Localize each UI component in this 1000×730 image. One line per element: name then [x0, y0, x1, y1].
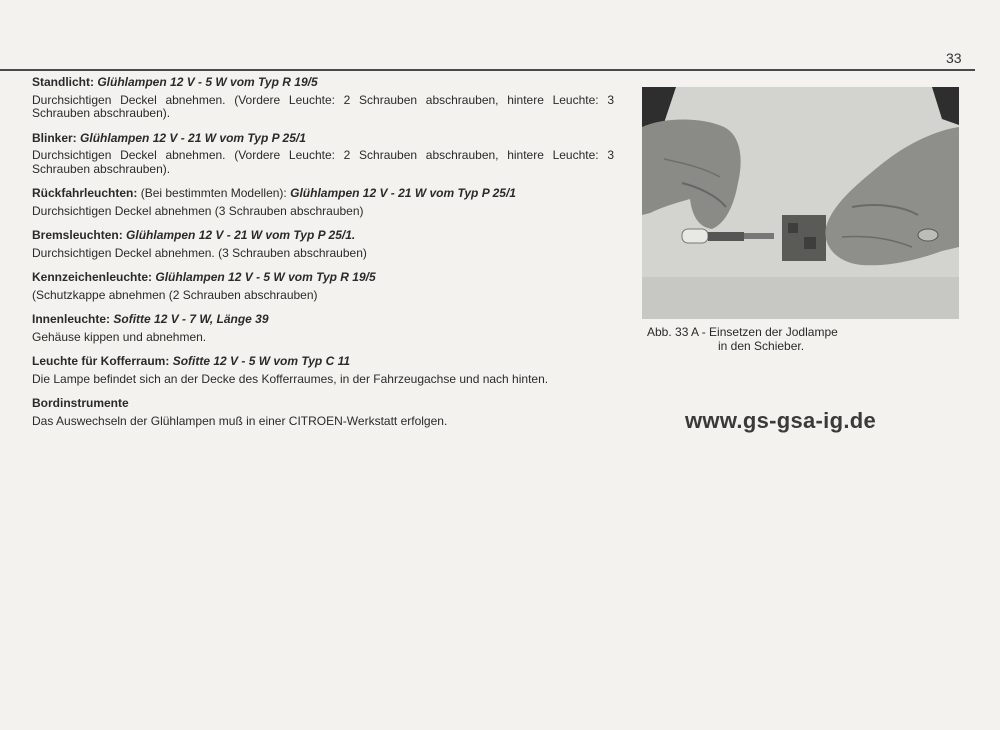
section-body: Durchsichtigen Deckel abnehmen. (Vordere Leuchte: 2 Schrauben abschrauben, hintere Leuchte: 3 Schrauben abschrauben). [32, 92, 614, 120]
section-body: Durchsichtigen Deckel abnehmen (3 Schrauben abschrauben) [32, 203, 364, 218]
top-rule [0, 69, 975, 71]
section-kofferraum [32, 355, 614, 386]
section-kennzeichenleuchte [32, 271, 614, 302]
section-body: Die Lampe befindet sich an der Decke des Kofferraumes, in der Fahrzeugachse und nach hinten. [32, 371, 549, 386]
section-title: Rückfahrleuchten: [32, 186, 138, 200]
section-title: Blinker: [32, 130, 77, 145]
section-title: Standlicht: [32, 75, 94, 89]
section-body: Das Auswechseln der Glühlampen muß in einer CITROEN-Werkstatt erfolgen. [32, 413, 448, 428]
section-body: Durchsichtigen Deckel abnehmen. (Vordere Leuchte: 2 Schrauben abschrauben, hintere Leuchte: 3 Schrauben abschrauben). [32, 148, 614, 176]
section-spec: Glühlampen 12 V - 5 W vom Typ R 19/5 [97, 75, 318, 89]
section-heading [32, 187, 614, 201]
section-heading [32, 397, 614, 411]
figure-caption [647, 325, 907, 353]
section-innenleuchte [32, 313, 614, 344]
section-spec: Glühlampen 12 V - 21 W vom Typ P 25/1 [80, 130, 306, 145]
section-standlicht [32, 76, 614, 121]
section-heading [32, 229, 614, 243]
section-heading [32, 355, 614, 369]
section-spec: Glühlampen 12 V - 21 W vom Typ P 25/1 [290, 186, 516, 200]
section-blinker [32, 132, 614, 177]
section-title: Leuchte für Kofferraum: [32, 354, 170, 368]
section-bordinstrumente [32, 397, 614, 428]
section-note: (Bei bestimmten Modellen): [140, 186, 287, 200]
section-bremsleuchten [32, 229, 614, 260]
hands-inserting-lamp-illustration [642, 87, 959, 319]
section-spec: Sofitte 12 V - 5 W vom Typ C 11 [172, 354, 351, 368]
section-heading [32, 76, 614, 90]
section-spec: Sofitte 12 V - 7 W, Länge 39 [113, 312, 269, 326]
page-number: 33 [946, 50, 962, 66]
section-heading [32, 271, 614, 285]
caption-line-2: in den Schieber. [718, 339, 805, 353]
section-rueckfahrleuchten [32, 187, 614, 218]
section-heading [32, 313, 614, 327]
section-heading [32, 132, 614, 146]
section-body: Durchsichtigen Deckel abnehmen. (3 Schrauben abschrauben) [32, 245, 367, 260]
section-title: Kennzeichenleuchte: [32, 270, 153, 284]
caption-line-1: Abb. 33 A - Einsetzen der Jodlampe [647, 325, 838, 339]
section-title: Innenleuchte: [32, 312, 111, 326]
figure-photo [642, 87, 959, 319]
section-spec: Glühlampen 12 V - 5 W vom Typ R 19/5 [155, 270, 376, 284]
watermark-url: www.gs-gsa-ig.de [685, 408, 877, 433]
section-body: Gehäuse kippen und abnehmen. [32, 329, 207, 344]
section-spec: Glühlampen 12 V - 21 W vom Typ P 25/1. [126, 228, 356, 242]
bulb-list [32, 76, 614, 439]
section-title: Bordinstrumente [32, 396, 129, 410]
section-body: (Schutzkappe abnehmen (2 Schrauben abschrauben) [32, 287, 318, 302]
section-title: Bremsleuchten: [32, 228, 123, 242]
